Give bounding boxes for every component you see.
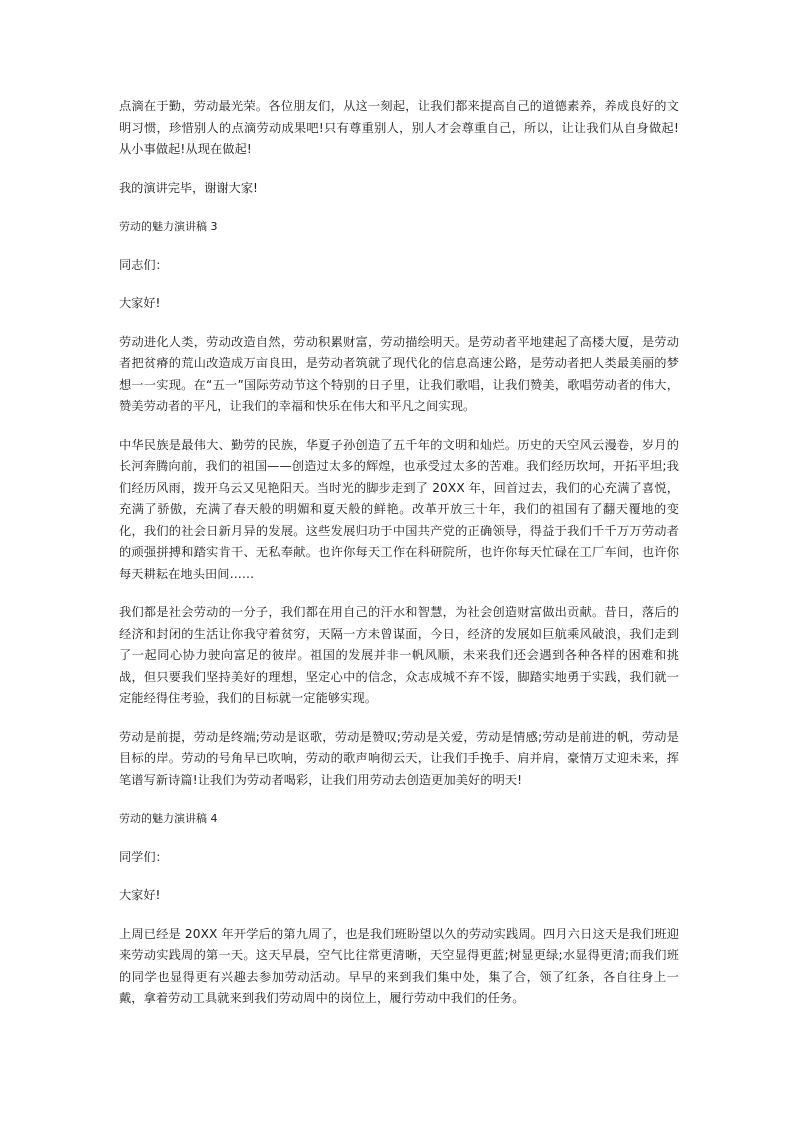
paragraph-closing-remarks: 点滴在于勤，劳动最光荣。各位朋友们，从这一刻起，让我们都来提高自己的道德素养，养成良好的文明习惯，珍惜别人的点滴劳动成果吧!只有尊重别人，别人才会尊重自己，所以，让让我们从自身做起!从小事做起!从现在做起!: [119, 99, 679, 156]
greeting-hello-1: 大家好!: [119, 296, 161, 310]
salutation-comrades: 同志们：: [119, 257, 168, 272]
paragraph-society-member: 我们都是社会劳动的一分子，我们都在用自己的汗水和智慧，为社会创造财富做出贡献。昔日，落后的经济和封闭的生活让你我守着贫穷，天隔一方未曾谋面，今日，经济的发展如巨航乘风破浪，我们走到了一起同心协力驶向富足的彼岸。祖国的发展并非一帆风顺，未来我们还会遇到各种各样的困难和挑战，但只要我们坚持美好的理想，坚定心中的信念，众志成城不弃不馁，脚踏实地勇于实践，我们就一定能经得住考验，我们的目标就一定能够实现。: [119, 605, 679, 705]
paragraph-labor-evolves: 劳动进化人类，劳动改造自然，劳动积累财富，劳动描绘明天。是劳动者平地建起了高楼大厦，是劳动者把贫瘠的荒山改造成万亩良田，是劳动者筑就了现代化的信息高速公路，是劳动者把人类最美丽的梦想一一实现。在“五一”国际劳动节这个特别的日子里，让我们歌唱，让我们赞美，歌唱劳动者的伟大，赞美劳动者的平凡，让我们的幸福和快乐在伟大和平凡之间实现。: [119, 334, 679, 413]
salutation-students: 同学们：: [119, 849, 168, 864]
speech-title-3: 劳动的魅力演讲稿 3: [119, 220, 218, 233]
paragraph-practice-week: 上周已经是 20XX 年开学后的第九周了，也是我们班盼望以久的劳动实践周。四月六日这天是我们班迎来劳动实践周的第一天。这天早晨，空气比往常更清晰，天空显得更蓝;树显更绿;水显得更清;而我们班的同学也显得更有兴趣去参加劳动活动。早早的来到我们集中处，集了合，领了红条，各自往身上一戴，拿着劳动工具就来到我们劳动周中的岗位上，履行劳动中我们的任务。: [119, 926, 679, 1005]
greeting-hello-2: 大家好!: [119, 888, 161, 902]
document-page: [119, 96, 679, 1027]
paragraph-labor-premise: 劳动是前提，劳动是终端;劳动是讴歌，劳动是赞叹;劳动是关爱，劳动是情感;劳动是前进的帆，劳动是目标的岸。劳动的号角早已吹响，劳动的歌声响彻云天，让我们手挽手、肩并肩，豪情万丈迎未来，挥笔谱写新诗篇!让我们为劳动者喝彩，让我们用劳动去创造更加美好的明天!: [119, 729, 679, 787]
paragraph-chinese-nation: 中华民族是最伟大、勤劳的民族，华夏子孙创造了五千年的文明和灿烂。历史的天空风云漫卷，岁月的长河奔腾向前，我们的祖国——创造过太多的辉煌，也承受过太多的苦难。我们经历坎坷，开拓平坦;我们经历风雨，拨开乌云又见艳阳天。当时光的脚步走到了 20XX 年，回首过去，我们的心充满了喜悦，充满了骄傲，充满了春天般的明媚和夏天般的鲜艳。改革开放三十年，我们的祖国有了翻天覆地的变化，我们的社会日新月异的发展。这些发展归功于中国共产党的正确领导，得益于我们千千万万劳动者的顽强拼搏和踏实肯干、无私奉献。也许你每天工作在科研院所，也许你每天忙碌在工厂车间，也许你每天耕耘在地头田间……: [119, 437, 679, 581]
paragraph-thanks: 我的演讲完毕，谢谢大家!: [119, 180, 258, 195]
speech-title-4: 劳动的魅力演讲稿 4: [119, 812, 218, 825]
